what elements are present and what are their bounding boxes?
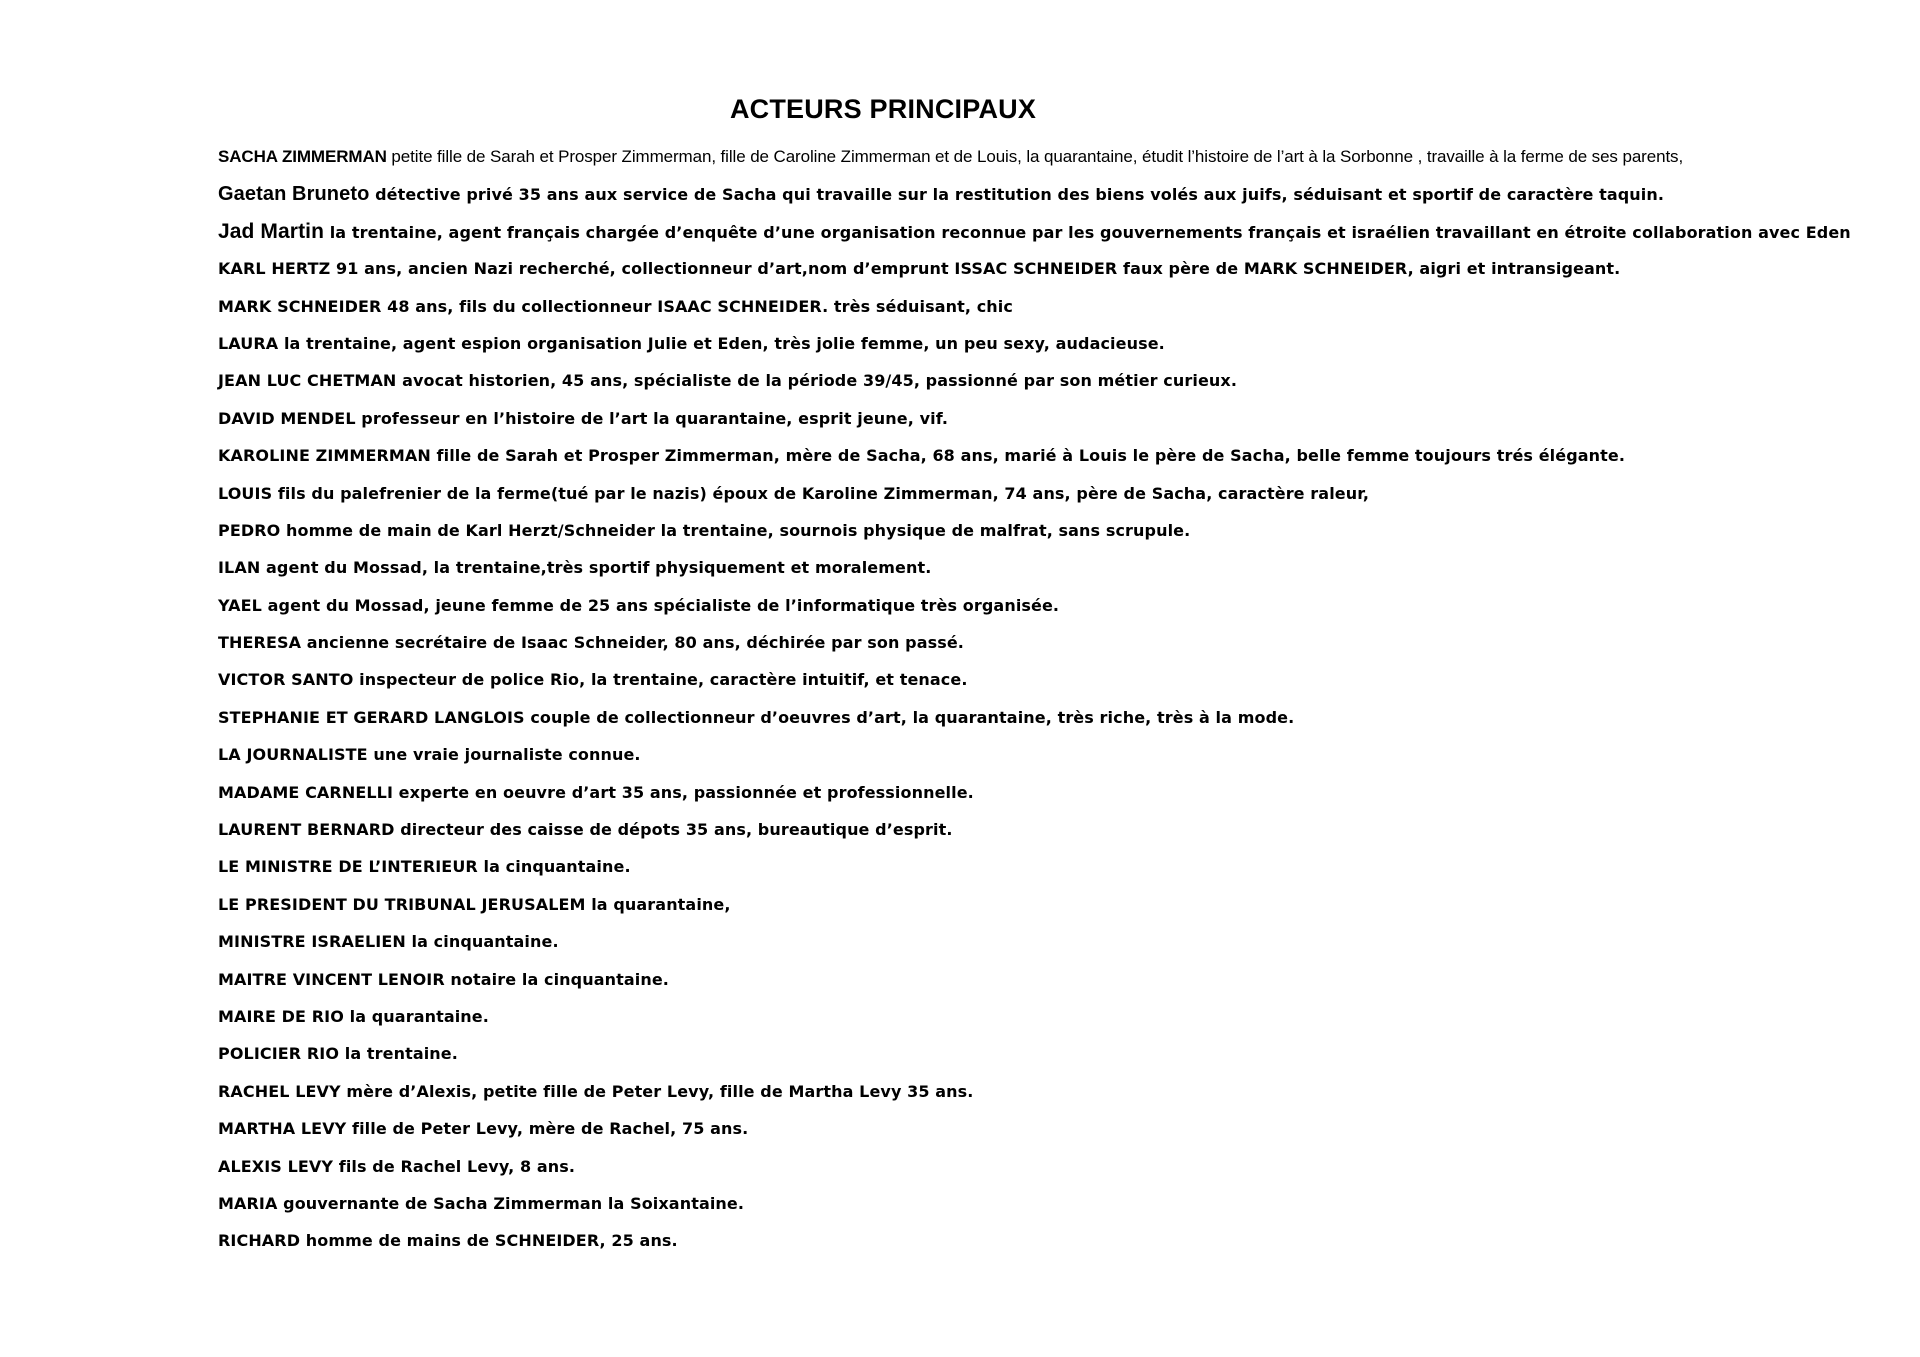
cast-description: petite fille de Sarah et Prosper Zimmerman, fille de Caroline Zimmerman et de Louis, la quarantaine, étudit l’histoire de l’art à la Sorbonne , travaille à la ferme de ses parents, xyxy=(386,147,1684,166)
cast-name: POLICIER RIO xyxy=(218,1044,340,1064)
cast-name: ALEXIS LEVY xyxy=(218,1156,334,1176)
cast-entry xyxy=(218,1190,1898,1227)
cast-name: YAEL xyxy=(218,595,262,615)
cast-entry xyxy=(218,405,1898,442)
cast-entry xyxy=(218,218,1898,255)
cast-description: la trentaine. xyxy=(339,1044,458,1064)
cast-entry xyxy=(218,741,1898,778)
cast-name: THERESA xyxy=(218,633,302,653)
cast-entry xyxy=(218,592,1898,629)
cast-name: LE MINISTRE DE L’INTERIEUR xyxy=(218,857,478,877)
cast-description: agent du Mossad, la trentaine,très sportif physiquement et moralement. xyxy=(260,558,932,578)
cast-description: fils de Rachel Levy, 8 ans. xyxy=(333,1156,576,1176)
cast-name: JEAN LUC CHETMAN xyxy=(218,371,397,391)
cast-entry xyxy=(218,180,1898,217)
cast-name: Jad Martin xyxy=(218,219,325,243)
cast-name: SACHA ZIMMERMAN xyxy=(218,147,387,166)
cast-description: 91 ans, ancien Nazi recherché, collectionneur d’art,nom d’emprunt ISSAC SCHNEIDER faux père de MARK SCHNEIDER, aigri et intransigeant. xyxy=(330,259,1621,279)
cast-name: KAROLINE ZIMMERMAN xyxy=(218,446,431,466)
cast-name: MAITRE VINCENT LENOIR xyxy=(218,969,445,989)
cast-description: la cinquantaine. xyxy=(477,857,631,877)
cast-description: fille de Peter Levy, mère de Rachel, 75 ans. xyxy=(346,1119,749,1139)
cast-entry xyxy=(218,293,1898,330)
cast-name: KARL HERTZ xyxy=(218,259,331,279)
cast-description: la quarantaine, xyxy=(585,894,731,914)
cast-description: ancienne secrétaire de Isaac Schneider, 80 ans, déchirée par son passé. xyxy=(301,633,964,653)
cast-description: la cinquantaine. xyxy=(405,932,559,952)
cast-name: LAURA xyxy=(218,333,279,353)
cast-entry xyxy=(218,1227,1898,1264)
cast-name: MARK SCHNEIDER xyxy=(218,296,382,316)
cast-description: experte en oeuvre d’art 35 ans, passionnée et professionnelle. xyxy=(393,782,974,802)
cast-entry xyxy=(218,255,1898,292)
cast-entry xyxy=(218,779,1898,816)
cast-entry xyxy=(218,853,1898,890)
cast-entry xyxy=(218,1078,1898,1115)
cast-description: la trentaine, agent espion organisation Julie et Eden, très jolie femme, un peu sexy, audacieuse. xyxy=(278,333,1165,353)
cast-entry xyxy=(218,666,1898,703)
cast-description: détective privé 35 ans aux service de Sacha qui travaille sur la restitution des biens volés aux juifs, séduisant et sportif de caractère taquin. xyxy=(369,185,1665,205)
cast-name: Gaetan Bruneto xyxy=(218,183,370,206)
cast-description: agent du Mossad, jeune femme de 25 ans spécialiste de l’informatique très organisée. xyxy=(261,595,1060,615)
cast-entry xyxy=(218,480,1898,517)
cast-entry xyxy=(218,1153,1898,1190)
cast-description: homme de mains de SCHNEIDER, 25 ans. xyxy=(300,1231,678,1251)
cast-description: une vraie journaliste connue. xyxy=(367,745,641,765)
cast-name: MARTHA LEVY xyxy=(218,1119,347,1139)
cast-description: couple de collectionneur d’oeuvres d’art, la quarantaine, très riche, très à la mode. xyxy=(524,707,1295,727)
cast-entry xyxy=(218,966,1898,1003)
cast-entry xyxy=(218,517,1898,554)
cast-description: homme de main de Karl Herzt/Schneider la trentaine, sournois physique de malfrat, sans scrupule. xyxy=(280,520,1191,540)
cast-name: MAIRE DE RIO xyxy=(218,1006,344,1026)
cast-name: LA JOURNALISTE xyxy=(218,745,368,765)
cast-entry xyxy=(218,367,1898,404)
cast-description: mère d’Alexis, petite fille de Peter Levy, fille de Martha Levy 35 ans. xyxy=(340,1081,974,1101)
cast-description: fille de Sarah et Prosper Zimmerman, mère de Sacha, 68 ans, marié à Louis le père de Sacha, belle femme toujours trés élégante. xyxy=(430,446,1626,466)
cast-entry xyxy=(218,629,1898,666)
cast-list xyxy=(218,143,1898,1265)
cast-description: 48 ans, fils du collectionneur ISAAC SCHNEIDER. très séduisant, chic xyxy=(381,296,1013,316)
cast-name: LE PRESIDENT DU TRIBUNAL JERUSALEM xyxy=(218,894,586,914)
cast-name: ILAN xyxy=(218,558,261,578)
cast-description: directeur des caisse de dépots 35 ans, bureautique d’esprit. xyxy=(394,820,953,840)
cast-description: professeur en l’histoire de l’art la quarantaine, esprit jeune, vif. xyxy=(355,408,949,428)
cast-name: DAVID MENDEL xyxy=(218,408,356,428)
cast-entry xyxy=(218,554,1898,591)
cast-name: STEPHANIE ET GERARD LANGLOIS xyxy=(218,707,525,727)
cast-description: la quarantaine. xyxy=(343,1006,489,1026)
cast-entry xyxy=(218,891,1898,928)
cast-description: la trentaine, agent français chargée d’enquête d’une organisation reconnue par les gouvernements français et israélien travaillant en étroite collaboration avec Eden xyxy=(324,222,1851,242)
cast-entry xyxy=(218,330,1898,367)
cast-description: fils du palefrenier de la ferme(tué par le nazis) époux de Karoline Zimmerman, 74 ans, père de Sacha, caractère raleur, xyxy=(272,483,1370,503)
cast-entry xyxy=(218,143,1898,180)
cast-name: VICTOR SANTO xyxy=(218,670,354,690)
cast-description: gouvernante de Sacha Zimmerman la Soixantaine. xyxy=(277,1193,745,1213)
cast-entry xyxy=(218,1115,1898,1152)
cast-description: notaire la cinquantaine. xyxy=(444,969,669,989)
cast-entry xyxy=(218,1040,1898,1077)
cast-entry xyxy=(218,816,1898,853)
cast-name: RACHEL LEVY xyxy=(218,1081,341,1101)
cast-description: avocat historien, 45 ans, spécialiste de la période 39/45, passionné par son métier curieux. xyxy=(396,371,1238,391)
cast-name: MARIA xyxy=(218,1193,278,1213)
cast-name: LAURENT BERNARD xyxy=(218,820,395,840)
cast-name: LOUIS xyxy=(218,483,273,503)
cast-name: PEDRO xyxy=(218,520,281,540)
cast-name: MADAME CARNELLI xyxy=(218,782,393,802)
page-title: ACTEURS PRINCIPAUX xyxy=(729,94,1037,124)
cast-entry xyxy=(218,442,1898,479)
cast-name: MINISTRE ISRAELIEN xyxy=(218,932,406,952)
cast-entry xyxy=(218,704,1898,741)
cast-name: RICHARD xyxy=(218,1231,301,1251)
cast-entry xyxy=(218,928,1898,965)
cast-entry xyxy=(218,1003,1898,1040)
cast-description: inspecteur de police Rio, la trentaine, caractère intuitif, et tenace. xyxy=(353,670,968,690)
